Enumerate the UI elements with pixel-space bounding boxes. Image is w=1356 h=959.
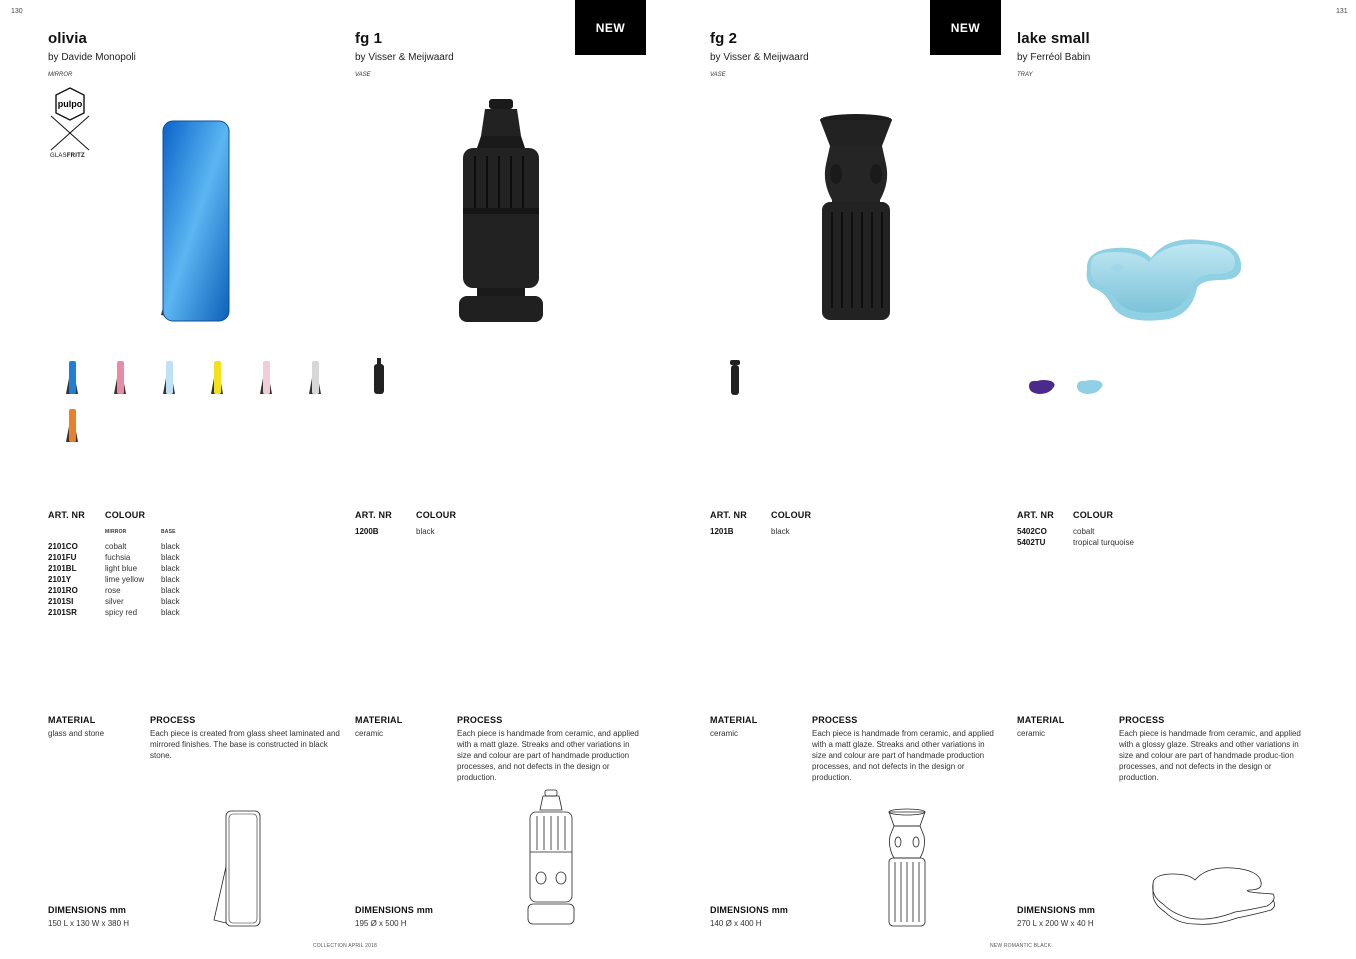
colour-header: COLOUR	[771, 510, 812, 520]
dimensions-value: 150 L x 130 W x 380 H	[48, 919, 130, 928]
colour-header: COLOUR	[1073, 510, 1114, 520]
logo-partner: GLASFRITZ	[50, 153, 85, 159]
new-badge-fg1: NEW	[575, 0, 646, 55]
product-type: VASE	[710, 72, 726, 78]
swatch-lime-yellow	[209, 358, 225, 403]
table-row: 2101BL light blue black	[48, 564, 180, 573]
table-row: 2101FU fuchsia black	[48, 553, 180, 562]
dimensions-value: 140 Ø x 400 H	[710, 919, 762, 928]
swatch-cobalt	[64, 358, 80, 403]
product-olivia	[48, 0, 348, 959]
material-header: MATERIAL	[1017, 715, 1065, 725]
colour-header: COLOUR	[416, 510, 457, 520]
swatch-rose	[258, 358, 274, 403]
product-type: TRAY	[1017, 72, 1033, 78]
mirror-subheader: MIRROR	[105, 529, 127, 535]
art-nr-header: ART. NR	[355, 510, 392, 520]
product-designer: by Davide Monopoli	[48, 52, 136, 63]
product-title: lake small	[1017, 30, 1090, 47]
material-value: ceramic	[1017, 729, 1046, 738]
fg1-line-drawing	[525, 788, 577, 928]
swatch-tropical-turquoise	[1075, 378, 1105, 401]
material-header: MATERIAL	[710, 715, 758, 725]
swatch-silver	[307, 358, 323, 403]
dimensions-header: DIMENSIONS mm	[48, 905, 127, 915]
swatch-spicy-red	[64, 406, 80, 451]
art-nr-header: ART. NR	[48, 510, 85, 520]
logo-brand: pulpo	[57, 99, 83, 109]
process-text: Each piece is handmade from ceramic, and applied with a matt glaze. Streaks and other variations in size and colour are part of handmade production processes, and not defects in the design or production.	[457, 729, 639, 782]
lake-tray-image	[1081, 228, 1245, 328]
dimensions-header: DIMENSIONS mm	[355, 905, 434, 915]
art-nr-header: ART. NR	[710, 510, 747, 520]
product-title: fg 1	[355, 30, 383, 47]
dimensions-header: DIMENSIONS mm	[1017, 905, 1096, 915]
swatch-black	[372, 356, 386, 403]
material-value: glass and stone	[48, 729, 105, 738]
process-header: PROCESS	[457, 715, 503, 725]
product-lake-small	[1017, 0, 1317, 959]
process-header: PROCESS	[812, 715, 858, 725]
art-nr-header: ART. NR	[1017, 510, 1054, 520]
table-row: 1201B black	[710, 527, 790, 536]
process-header: PROCESS	[150, 715, 196, 725]
base-subheader: BASE	[161, 529, 176, 535]
material-header: MATERIAL	[48, 715, 96, 725]
material-value: ceramic	[355, 729, 384, 738]
table-row: 1200B black	[355, 527, 435, 536]
product-type: VASE	[355, 72, 371, 78]
product-title: olivia	[48, 30, 87, 47]
process-header: PROCESS	[1119, 715, 1165, 725]
colour-header: COLOUR	[105, 510, 146, 520]
product-type: MIRROR	[48, 72, 73, 78]
table-row: 2101Y lime yellow black	[48, 575, 180, 584]
pulpo-glasfritz-logo	[48, 86, 92, 166]
material-value: ceramic	[710, 729, 739, 738]
product-designer: by Visser & Meijwaard	[355, 52, 454, 63]
fg2-vase-image	[816, 112, 896, 326]
swatch-light-blue	[161, 358, 177, 403]
dimensions-value: 270 L x 200 W x 40 H	[1017, 919, 1094, 928]
table-row: 5402CO cobalt	[1017, 527, 1095, 536]
swatch-black	[728, 358, 742, 403]
page-number-right: 131	[1336, 8, 1348, 15]
product-fg-2	[710, 0, 1005, 959]
footer-left: COLLECTION APRIL 2018	[313, 943, 378, 949]
process-text: Each piece is handmade from ceramic, and applied with a matt glaze. Streaks and other variations in size and colour are part of handmade production processes, and not defects in the design or production.	[812, 729, 994, 782]
olivia-mirror-image	[153, 115, 243, 327]
olivia-line-drawing	[210, 808, 270, 930]
dimensions-header: DIMENSIONS mm	[710, 905, 789, 915]
product-designer: by Ferréol Babin	[1017, 52, 1091, 63]
swatch-fuchsia	[112, 358, 128, 403]
table-row: 2101SI silver black	[48, 597, 180, 606]
product-title: fg 2	[710, 30, 738, 47]
swatch-cobalt	[1027, 378, 1057, 401]
dimensions-value: 195 Ø x 500 H	[355, 919, 407, 928]
new-badge-fg2: NEW	[930, 0, 1001, 55]
fg2-line-drawing	[884, 806, 930, 930]
material-header: MATERIAL	[355, 715, 403, 725]
page-number-left: 130	[11, 8, 23, 15]
product-fg-1	[355, 0, 650, 959]
footer-right: NEW ROMANTIC BLACK	[990, 943, 1052, 949]
product-designer: by Visser & Meijwaard	[710, 52, 809, 63]
process-text: Each piece is handmade from ceramic, and applied with a glossy glaze. Streaks and other variations in size and colour are part of handmade produc-tion processes, and not defects in the design or production.	[1119, 729, 1301, 782]
table-row: 2101SR spicy red black	[48, 608, 180, 617]
table-row: 2101RO rose black	[48, 586, 180, 595]
process-text: Each piece is created from glass sheet laminated and mirrored finishes. The base is constructed in black stone.	[150, 729, 340, 760]
table-row: 5402TU tropical turquoise	[1017, 538, 1134, 547]
table-row: 2101CO cobalt black	[48, 542, 180, 551]
fg1-vase-image	[455, 96, 547, 328]
lake-line-drawing	[1149, 864, 1279, 928]
